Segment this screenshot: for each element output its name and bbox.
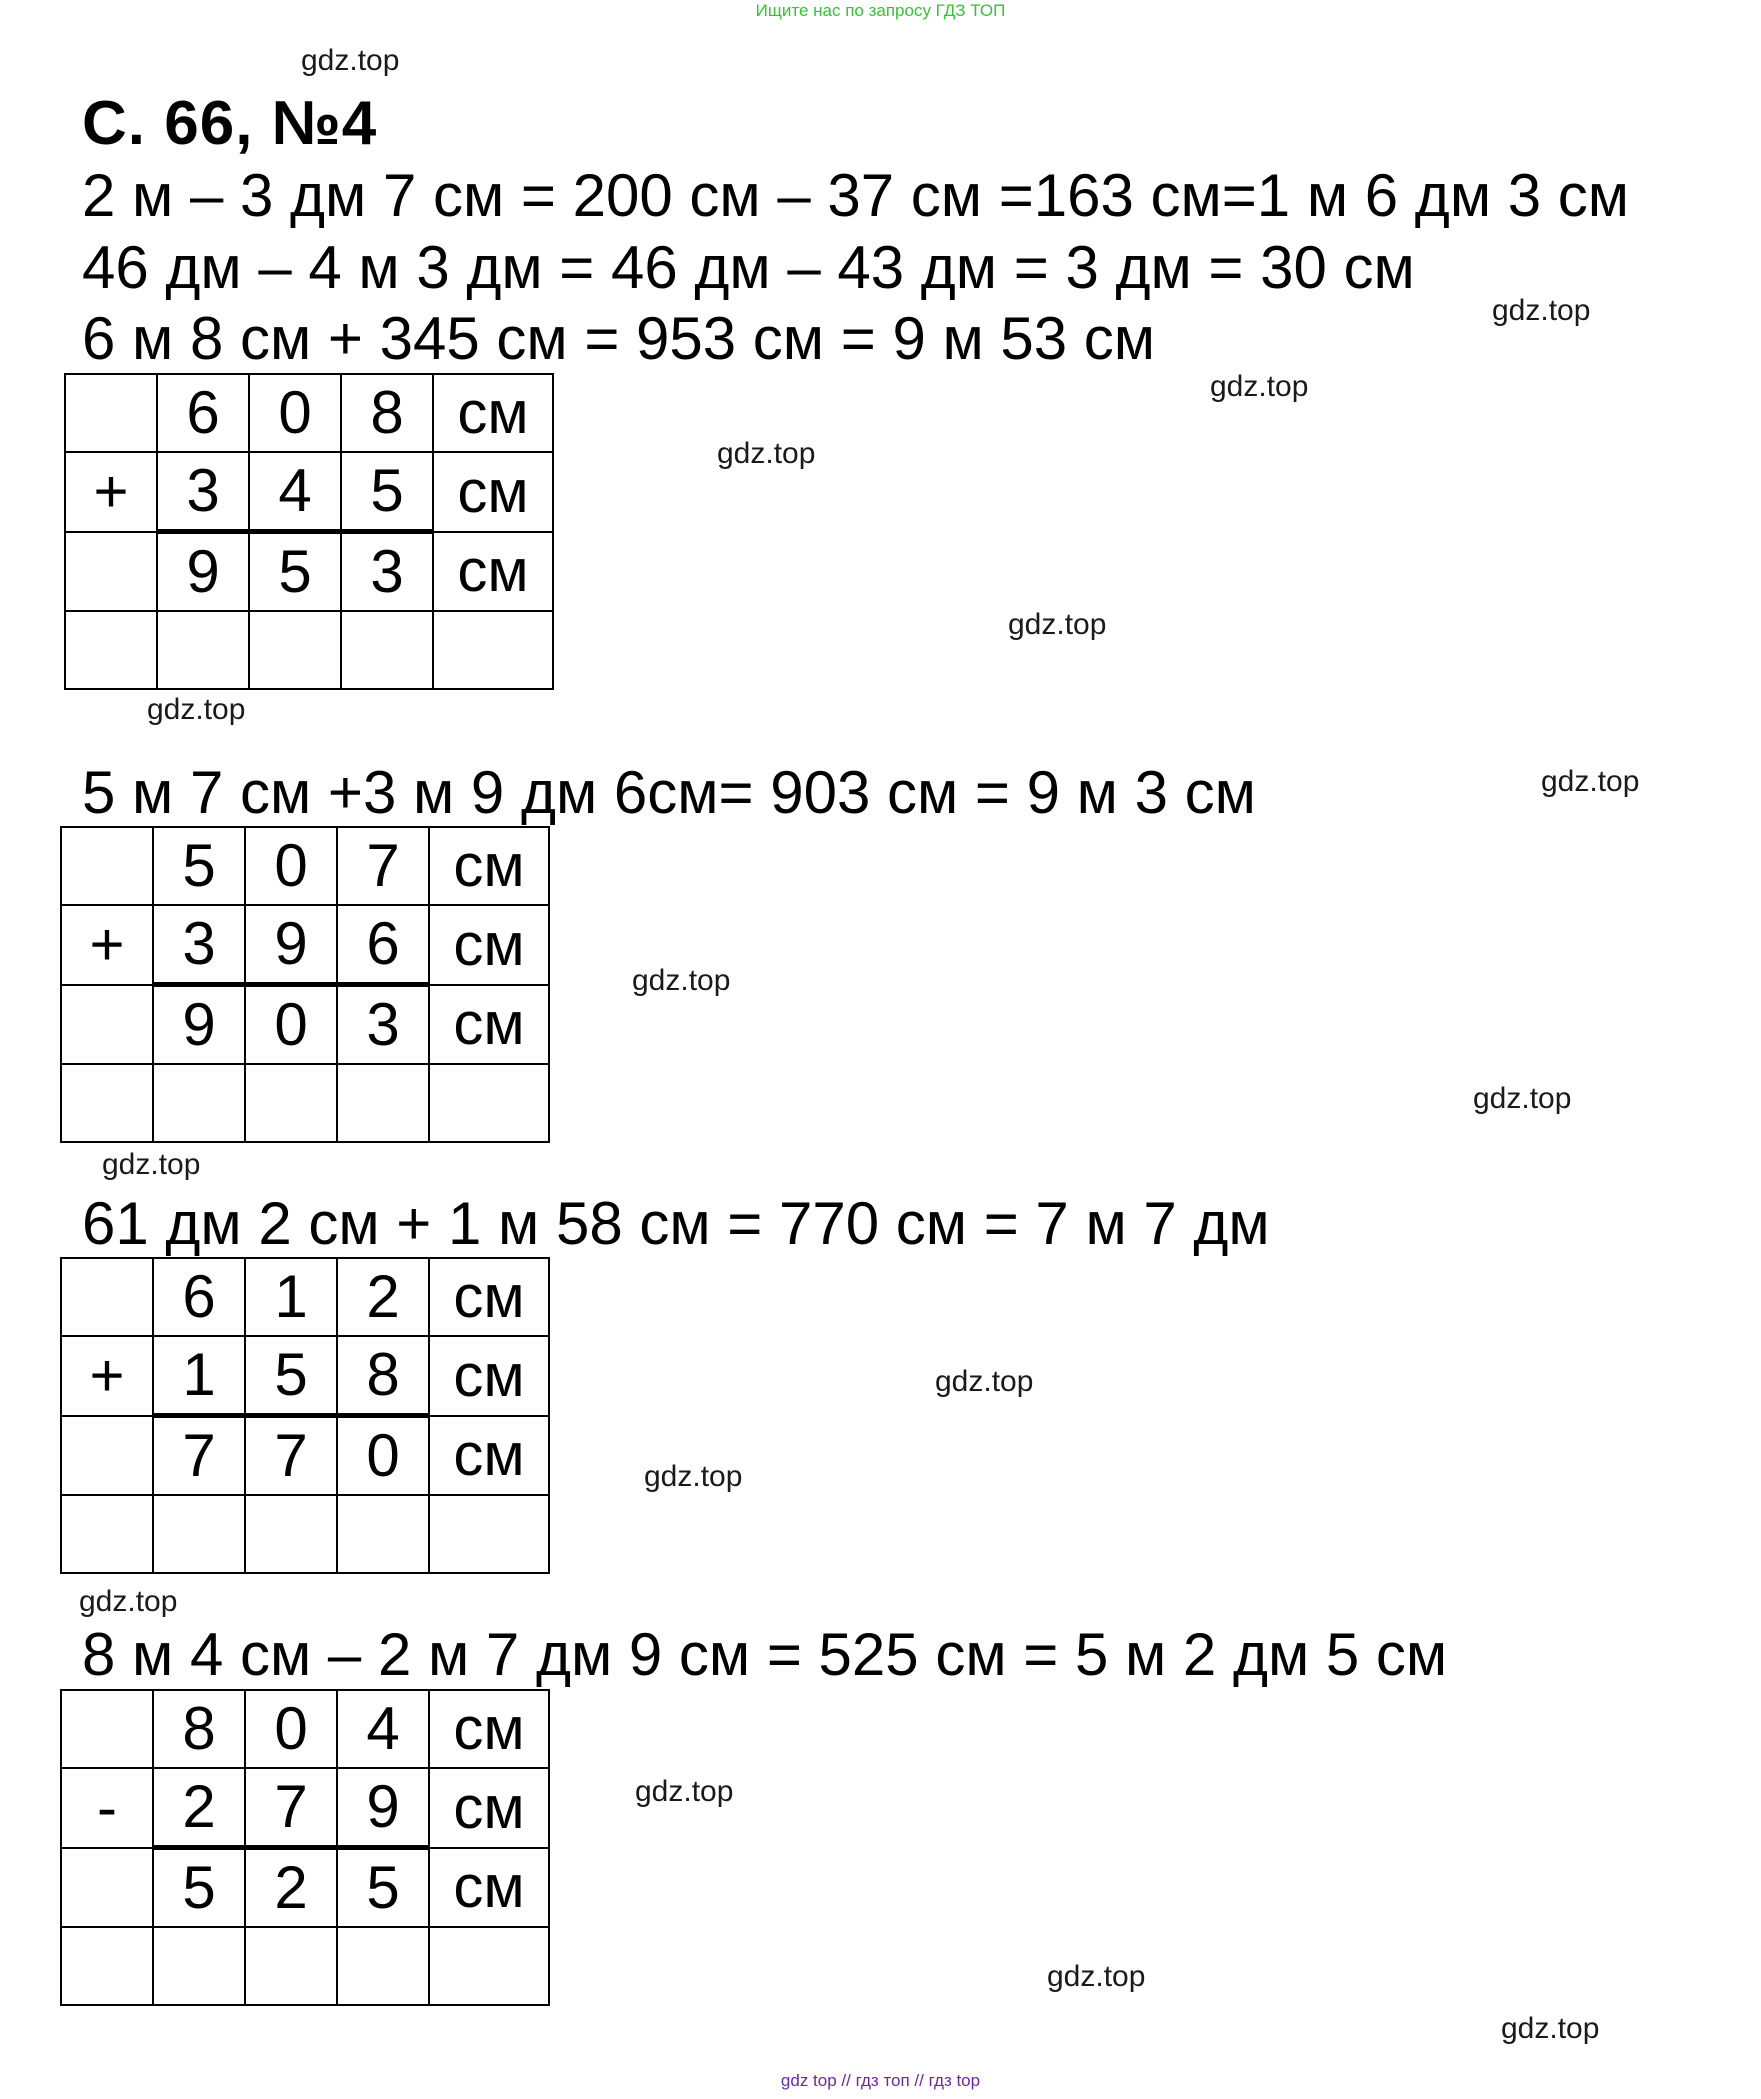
digit-cell: 2: [245, 1848, 337, 1928]
digit-cell: [245, 1064, 337, 1142]
digit-cell: 8: [337, 1336, 429, 1416]
digit-cell: 5: [341, 452, 433, 532]
watermark: gdz.top: [1492, 294, 1591, 327]
unit-cell: см: [433, 532, 553, 612]
digit-cell: 6: [157, 374, 249, 452]
digit-cell: [157, 611, 249, 689]
unit-cell: [433, 611, 553, 689]
watermark: gdz.top: [1047, 1960, 1146, 1993]
digit-cell: 4: [249, 452, 341, 532]
sign-cell: [65, 611, 157, 689]
watermark: gdz.top: [1473, 1082, 1572, 1115]
digit-cell: 7: [153, 1416, 245, 1496]
digit-cell: 5: [249, 532, 341, 612]
unit-cell: см: [429, 827, 549, 905]
equation: 61 дм 2 см + 1 м 58 см = 770 см = 7 м 7 дм: [82, 1190, 1270, 1257]
unit-cell: см: [429, 1416, 549, 1496]
watermark: gdz.top: [147, 693, 246, 726]
digit-cell: 0: [249, 374, 341, 452]
digit-cell: 7: [245, 1416, 337, 1496]
digit-cell: [337, 1927, 429, 2005]
digit-cell: [245, 1495, 337, 1573]
digit-cell: 1: [153, 1336, 245, 1416]
digit-cell: 0: [245, 985, 337, 1065]
watermark: gdz.top: [102, 1148, 201, 1181]
equation: 2 м – 3 дм 7 см = 200 см – 37 см =163 см=1 м 6 дм 3 см: [82, 162, 1630, 229]
digit-cell: 5: [153, 1848, 245, 1928]
page-title: С. 66, №4: [82, 89, 378, 158]
sign-cell: [65, 532, 157, 612]
sign-cell: +: [61, 905, 153, 985]
top-banner: Ищите нас по запросу ГДЗ ТОП: [755, 1, 1006, 20]
digit-cell: 8: [341, 374, 433, 452]
footer-links: gdz top // гдз топ // гдз top: [780, 2071, 981, 2090]
digit-cell: 0: [245, 1690, 337, 1768]
watermark: gdz.top: [1541, 765, 1640, 798]
sign-cell: [61, 1927, 153, 2005]
digit-cell: 3: [157, 452, 249, 532]
digit-cell: 9: [153, 985, 245, 1065]
unit-cell: [429, 1495, 549, 1573]
digit-cell: 9: [337, 1768, 429, 1848]
digit-cell: 0: [337, 1416, 429, 1496]
digit-cell: 2: [337, 1258, 429, 1336]
digit-cell: [153, 1495, 245, 1573]
digit-cell: 0: [245, 827, 337, 905]
watermark: gdz.top: [1210, 370, 1309, 403]
unit-cell: см: [429, 1258, 549, 1336]
unit-cell: см: [429, 1336, 549, 1416]
sign-cell: [61, 1258, 153, 1336]
sign-cell: [65, 374, 157, 452]
digit-cell: [245, 1927, 337, 2005]
watermark: gdz.top: [717, 437, 816, 470]
watermark: gdz.top: [935, 1365, 1034, 1398]
digit-cell: [337, 1495, 429, 1573]
digit-cell: 5: [153, 827, 245, 905]
equation: 6 м 8 см + 345 см = 953 см = 9 м 53 см: [82, 305, 1156, 372]
digit-cell: 5: [245, 1336, 337, 1416]
watermark: gdz.top: [301, 44, 400, 77]
unit-cell: см: [429, 1690, 549, 1768]
sign-cell: -: [61, 1768, 153, 1848]
watermark: gdz.top: [632, 964, 731, 997]
equation: 46 дм – 4 м 3 дм = 46 дм – 43 дм = 3 дм = 30 см: [82, 234, 1415, 301]
digit-cell: [341, 611, 433, 689]
watermark: gdz.top: [644, 1460, 743, 1493]
column-calculation-table: [60, 1689, 550, 2006]
sign-cell: +: [61, 1336, 153, 1416]
unit-cell: см: [429, 1848, 549, 1928]
digit-cell: [153, 1927, 245, 2005]
watermark: gdz.top: [1501, 2012, 1600, 2045]
sign-cell: [61, 827, 153, 905]
watermark: gdz.top: [635, 1775, 734, 1808]
column-calculation-table: [60, 1257, 550, 1574]
digit-cell: 2: [153, 1768, 245, 1848]
watermark: gdz.top: [79, 1585, 178, 1618]
unit-cell: см: [429, 985, 549, 1065]
unit-cell: [429, 1927, 549, 2005]
unit-cell: см: [433, 452, 553, 532]
digit-cell: [337, 1064, 429, 1142]
sign-cell: [61, 1848, 153, 1928]
digit-cell: 6: [153, 1258, 245, 1336]
watermark: gdz.top: [1008, 608, 1107, 641]
sign-cell: [61, 1495, 153, 1573]
digit-cell: 3: [153, 905, 245, 985]
digit-cell: 8: [153, 1690, 245, 1768]
digit-cell: 3: [337, 985, 429, 1065]
digit-cell: [249, 611, 341, 689]
digit-cell: 7: [337, 827, 429, 905]
sign-cell: +: [65, 452, 157, 532]
unit-cell: см: [429, 1768, 549, 1848]
sign-cell: [61, 985, 153, 1065]
digit-cell: 9: [245, 905, 337, 985]
digit-cell: 1: [245, 1258, 337, 1336]
sign-cell: [61, 1690, 153, 1768]
equation: 8 м 4 см – 2 м 7 дм 9 см = 525 см = 5 м 2 дм 5 см: [82, 1621, 1448, 1688]
column-calculation-table: [64, 373, 554, 690]
digit-cell: 9: [157, 532, 249, 612]
digit-cell: 5: [337, 1848, 429, 1928]
equation: 5 м 7 см +3 м 9 дм 6см= 903 см = 9 м 3 см: [82, 759, 1256, 826]
digit-cell: 4: [337, 1690, 429, 1768]
unit-cell: [429, 1064, 549, 1142]
sign-cell: [61, 1064, 153, 1142]
digit-cell: 7: [245, 1768, 337, 1848]
sign-cell: [61, 1416, 153, 1496]
unit-cell: см: [433, 374, 553, 452]
digit-cell: 3: [341, 532, 433, 612]
column-calculation-table: [60, 826, 550, 1143]
digit-cell: 6: [337, 905, 429, 985]
digit-cell: [153, 1064, 245, 1142]
unit-cell: см: [429, 905, 549, 985]
